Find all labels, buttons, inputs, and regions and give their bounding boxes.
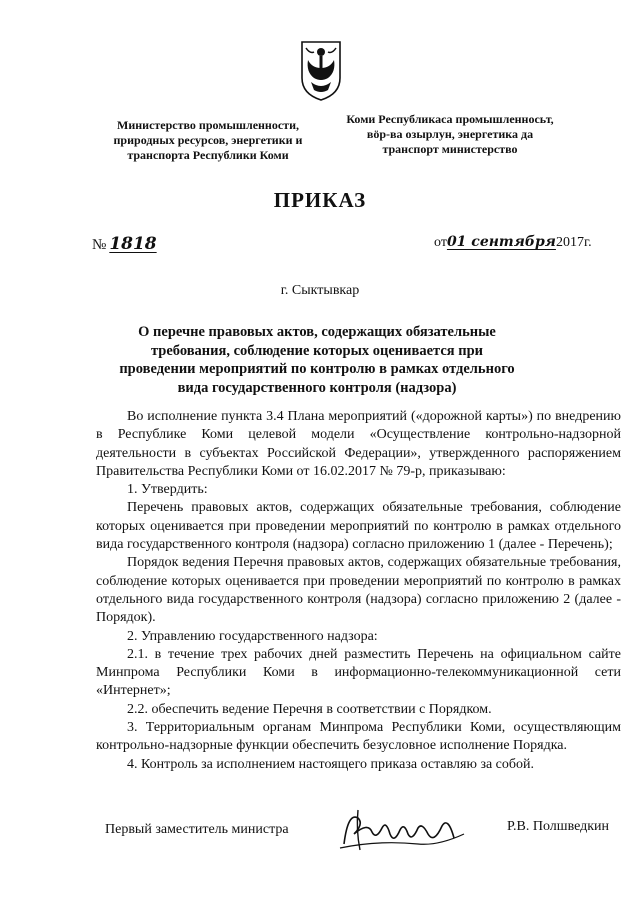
signatory-title: Первый заместитель министра	[105, 822, 289, 837]
city: г. Сыктывкар	[280, 283, 360, 298]
number-prefix: №	[92, 237, 107, 253]
paragraph-item-1-list: Перечень правовых актов, содержащих обязательные требования, соблюдение которых оценивается при проведении мероприятий по контролю в рамках отдельного вида государственного контроля (надзора) согласно приложению 1 (далее - Перечень);	[96, 500, 621, 553]
order-subject: О перечне правовых актов, содержащих обязательные требования, соблюдение которых оценивается при проведении мероприятий по контролю в рамках отдельного вида государственного контроля (надзора)	[119, 324, 515, 396]
order-body	[96, 408, 621, 774]
paragraph-item-2: 2. Управлению государственного надзора:	[127, 628, 378, 644]
organization-name-russian	[108, 118, 308, 163]
order-number	[92, 234, 157, 254]
organization-name-komi	[340, 112, 560, 157]
handwritten-signature	[338, 804, 468, 854]
date-suffix: 2017г.	[555, 235, 592, 250]
paragraph-item-1-procedure: Порядок ведения Перечня правовых актов, содержащих обязательные требования, соблюдение которых оценивается при проведении мероприятий по контролю в рамках отдельного вида государственного контроля (надзора) согласно приложению 2 (далее - Порядок).	[96, 555, 621, 626]
coat-of-arms-icon	[298, 38, 344, 102]
org-komi-line-3: транспорт министерство	[382, 142, 518, 156]
date-prefix: от	[434, 235, 447, 250]
org-ru-line-2: природных ресурсов, энергетики и	[113, 133, 303, 147]
signatory-name: Р.В. Полшведкин	[507, 819, 610, 834]
date-value: 01 сентября	[446, 234, 556, 250]
order-date	[434, 234, 592, 251]
org-ru-line-3: транспорта Республики Коми	[127, 148, 289, 162]
org-komi-line-2: вӧр-ва озырлун, энергетика да	[366, 127, 534, 141]
paragraph-item-2-1: 2.1. в течение трех рабочих дней разместить Перечень на официальном сайте Минпрома Республики Коми в информационно-телекоммуникационной сети «Интернет»;	[96, 646, 621, 699]
paragraph-item-3: 3. Территориальным органам Минпрома Республики Коми, осуществляющим контрольно-надзорные функции обеспечить безусловное исполнение Порядка.	[96, 720, 621, 754]
number-value: 1818	[109, 234, 157, 254]
document-type-title: ПРИКАЗ	[273, 188, 367, 212]
paragraph-preamble: Во исполнение пункта 3.4 Плана мероприятий («дорожной карты») по внедрению в Республике Коми целевой модели «Осуществление контрольно-надзорной деятельности в субъектах Российской Федерации», утвержденного распоряжением Правительства Республики Коми от 16.02.2017 № 79-р, приказываю:	[96, 409, 621, 479]
paragraph-item-4: 4. Контроль за исполнением настоящего приказа оставляю за собой.	[127, 756, 535, 772]
org-komi-line-1: Коми Республикаса промышленносьт,	[346, 112, 554, 126]
paragraph-item-1: 1. Утвердить:	[127, 482, 208, 498]
org-ru-line-1: Министерство промышленности,	[117, 118, 299, 132]
paragraph-item-2-2: 2.2. обеспечить ведение Перечня в соответствии с Порядком.	[127, 701, 492, 717]
